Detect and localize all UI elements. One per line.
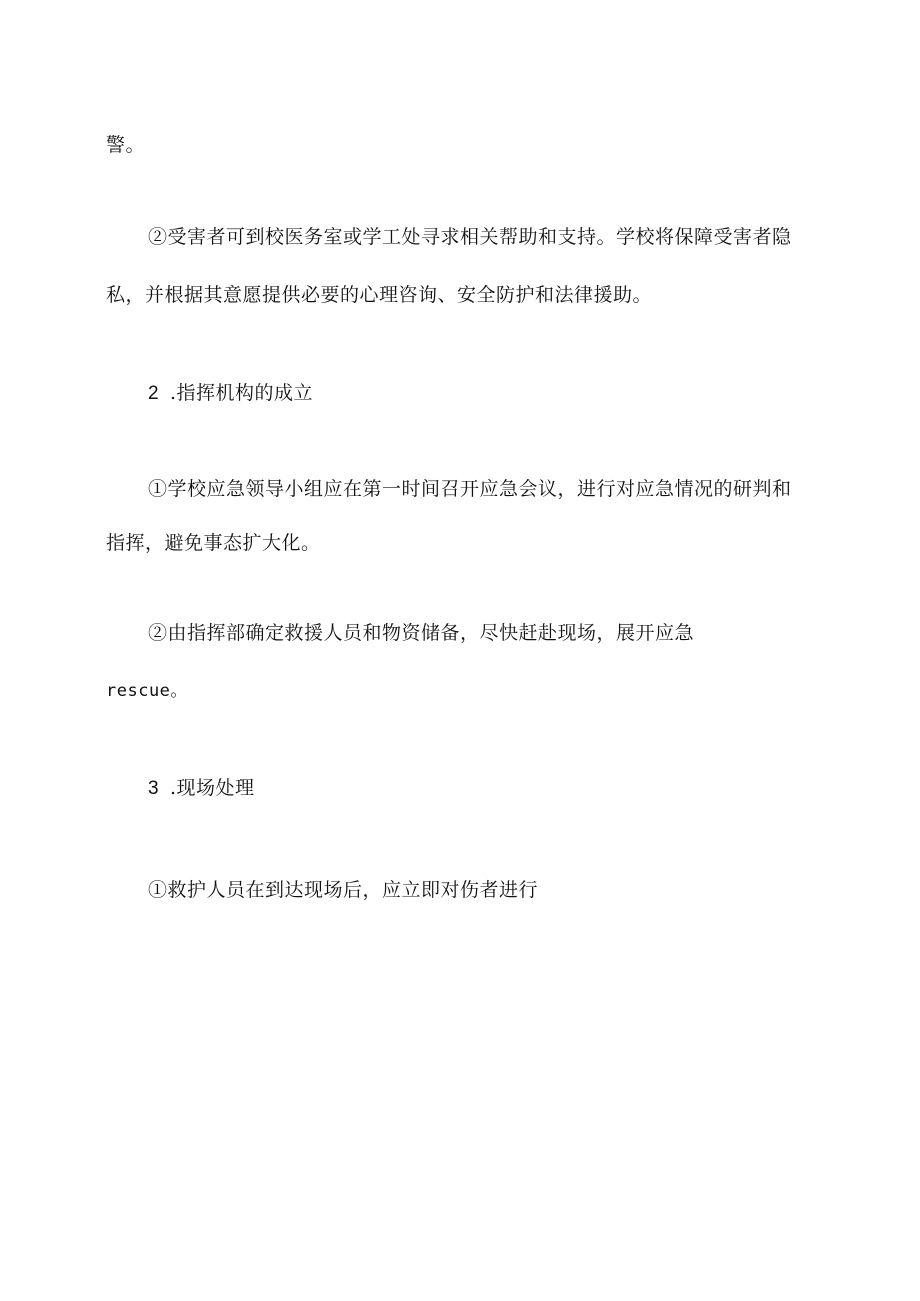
- paragraph-line: 私，并根据其意愿提供必要的心理咨询、安全防护和法律援助。: [106, 284, 653, 306]
- paragraph-line: ①救护人员在到达现场后，应立即对伤者进行: [148, 879, 539, 901]
- section-heading: [148, 380, 313, 407]
- paragraph-line: ②由指挥部确定救援人员和物资储备，尽快赶赴现场，展开应急: [148, 622, 695, 644]
- section-title: .现场处理: [170, 777, 255, 799]
- section-heading: [148, 775, 255, 802]
- section-title: .指挥机构的成立: [170, 382, 314, 404]
- paragraph-line: 警。: [106, 134, 146, 156]
- paragraph-line: rescue。: [106, 681, 188, 701]
- paragraph-line: ②受害者可到校医务室或学工处寻求相关帮助和支持。学校将保障受害者隐: [148, 226, 792, 248]
- section-number: 3: [148, 778, 160, 799]
- paragraph-line: ①学校应急领导小组应在第一时间召开应急会议，进行对应急情况的研判和: [148, 478, 792, 500]
- paragraph-line: 指挥，避免事态扩大化。: [106, 532, 321, 554]
- section-number: 2: [148, 383, 160, 404]
